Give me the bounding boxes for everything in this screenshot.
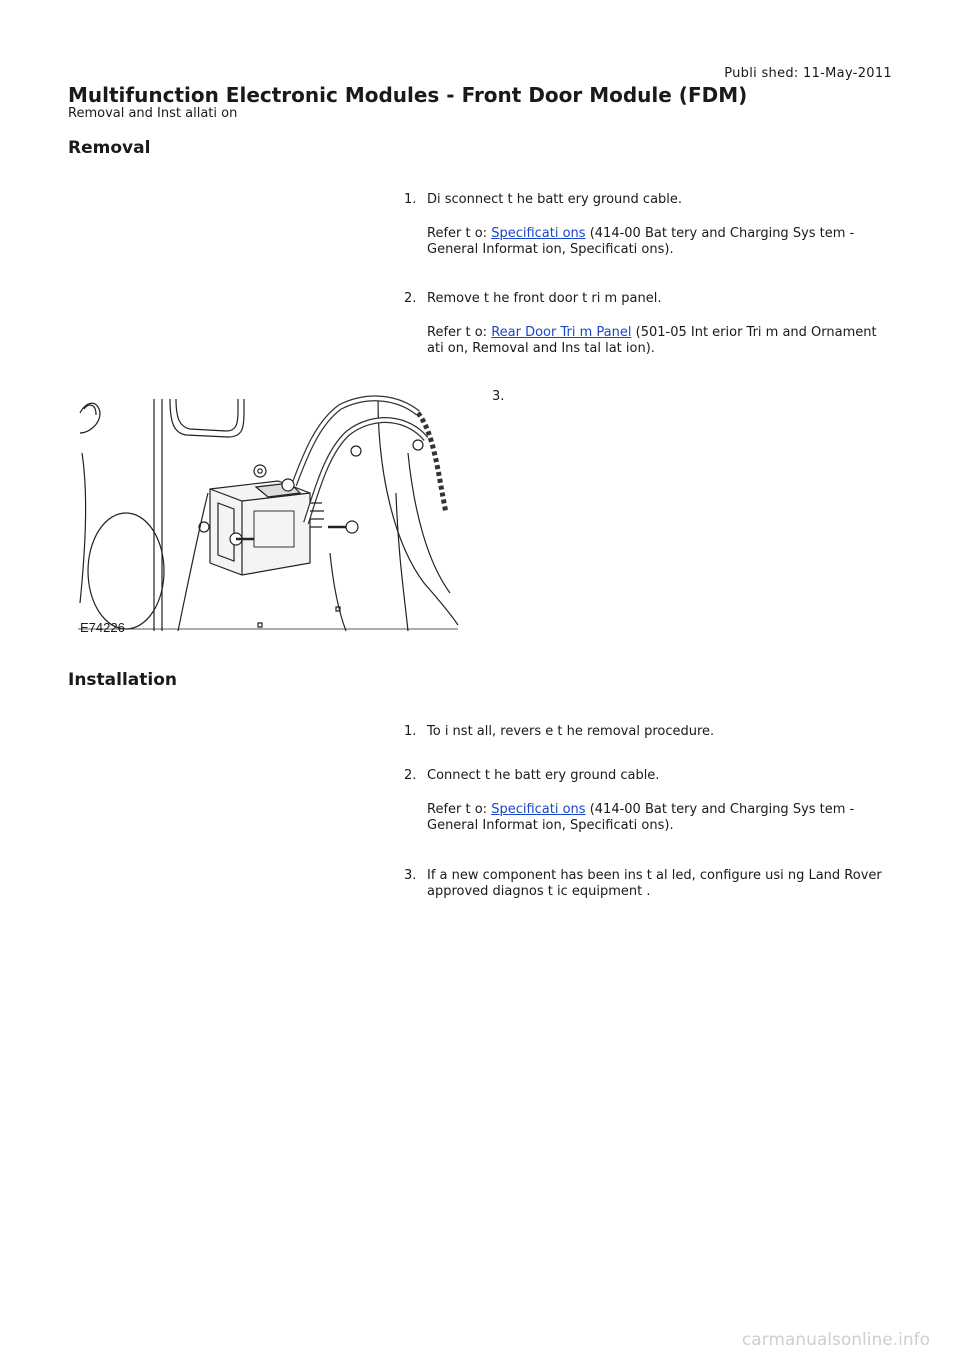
published-date: Publi shed: 11-May-2011 [724, 66, 892, 81]
specifications-link[interactable]: Specificati ons [491, 226, 586, 241]
reference-suffix: (414-00 Bat tery and Charging Sys tem - General Informat ion, Specificati ons). [427, 802, 855, 833]
watermark-text: carmanualsonline.info [741, 1330, 930, 1350]
installation-step-2 [404, 768, 884, 834]
step-text: If a new component has been ins t al led, configure usi ng Land Rover approved diagnos t ic equipment . [427, 868, 882, 899]
step-number: 3. [404, 868, 417, 883]
reference-suffix: (414-00 Bat tery and Charging Sys tem - General Informat ion, Specificati ons). [427, 226, 855, 257]
step-number: 1. [404, 724, 417, 739]
reference-prefix: Refer t o: [427, 226, 492, 241]
removal-heading: Removal [68, 138, 151, 158]
removal-step-2 [404, 291, 884, 357]
rear-door-trim-panel-link[interactable]: Rear Door Tri m Panel [491, 325, 632, 340]
step-number: 2. [404, 291, 417, 306]
removal-step-1 [404, 192, 884, 258]
step-number: 1. [404, 192, 417, 207]
step-text: Di sconnect t he batt ery ground cable. [427, 192, 683, 207]
step-text: Connect t he batt ery ground cable. [427, 768, 660, 783]
page-title: Multifunction Electronic Modules - Front Door Module (FDM) [68, 83, 748, 107]
step-number: 2. [404, 768, 417, 783]
reference-prefix: Refer t o: [427, 325, 492, 340]
reference-suffix: (501-05 Int erior Tri m and Ornament ati on, Removal and Ins tal lat ion). [427, 325, 877, 356]
step-text: Remove t he front door t ri m panel. [427, 291, 662, 306]
step-reference [427, 802, 884, 834]
removal-step-3-number: 3. [492, 389, 505, 404]
step-reference [427, 226, 884, 258]
figure-label: E74226 [80, 620, 125, 635]
reference-prefix: Refer t o: [427, 802, 492, 817]
specifications-link[interactable]: Specificati ons [491, 802, 586, 817]
installation-step-1 [404, 724, 884, 740]
page-subtitle: Removal and Inst allati on [68, 106, 238, 121]
step-text: To i nst all, revers e t he removal procedure. [427, 724, 715, 739]
installation-heading: Installation [68, 670, 178, 690]
step-reference [427, 325, 884, 357]
door-module-illustration [78, 393, 460, 637]
installation-step-3 [404, 868, 884, 900]
